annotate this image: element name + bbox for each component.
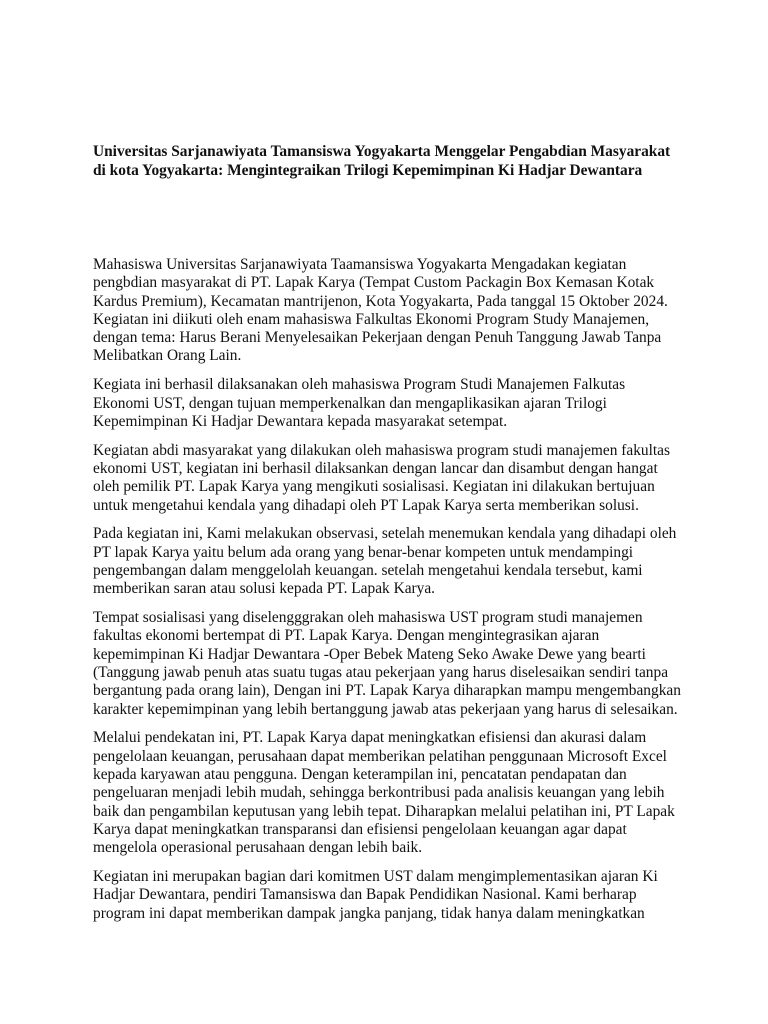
document-title: Universitas Sarjanawiyata Tamansiswa Yogyakarta Menggelar Pengabdian Masyarakat di kota Yogyakarta: Mengintegraikan Trilogi Kepemimpinan Ki Hadjar Dewantara [93,143,671,179]
document-body [93,256,683,923]
paragraph-6: Melalui pendekatan ini, PT. Lapak Karya dapat meningkatkan efisiensi dan akurasi dalam pengelolaan keuangan, perusahaan dapat memberikan pelatihan penggunaan Microsoft Excel kepada karyawan atau pengguna. Dengan keterampilan ini, pencatatan pendapatan dan pengeluaran menjadi lebih mudah, sehingga berkontribusi pada analisis keuangan yang lebih baik dan pengambilan keputusan yang lebih tepat. Diharapkan melalui pelatihan ini, PT Lapak Karya dapat meningkatkan transparansi dan efisiensi pengelolaan keuangan agar dapat mengelola operasional perusahaan dengan lebih baik. [93,729,675,857]
paragraph-3: Kegiatan abdi masyarakat yang dilakukan oleh mahasiswa program studi manajemen fakultas ekonomi UST, kegiatan ini berhasil dilaksankan dengan lancar dan disambut dengan hangat oleh pemilik PT. Lapak Karya yang mengikuti sosialisasi. Kegiatan ini dilakukan bertujuan untuk mengetahui kendala yang dihadapi oleh PT Lapak Karya serta memberikan solusi. [93,441,670,514]
paragraph-1: Mahasiswa Universitas Sarjanawiyata Taamansiswa Yogyakarta Mengadakan kegiatan pengbdian masyarakat di PT. Lapak Karya (Tempat Custom Packagin Box Kemasan Kotak Kardus Premium), Kecamatan mantrijenon, Kota Yogyakarta, Pada tanggal 15 Oktober 2024. Kegiatan ini diikuti oleh enam mahasiswa Falkultas Ekonomi Program Study Manajemen, dengan tema: Harus Berani Menyelesaikan Pekerjaan dengan Penuh Tanggung Jawab Tanpa Melibatkan Orang Lain. [93,256,668,365]
paragraph-4: Pada kegiatan ini, Kami melakukan observasi, setelah menemukan kendala yang dihadapi oleh PT lapak Karya yaitu belum ada orang yang benar-benar kompeten untuk mendampingi pengembangan dalam menggelolah keuangan. setelah mengetahui kendala tersebut, kami memberikan saran atau solusi kepada PT. Lapak Karya. [93,525,677,598]
paragraph-2: Kegiata ini berhasil dilaksanakan oleh mahasiswa Program Studi Manajemen Falkutas Ekonomi UST, dengan tujuan memperkenalkan dan mengaplikasikan ajaran Trilogi Kepemimpinan Ki Hadjar Dewantara kepada masyarakat setempat. [93,376,626,430]
paragraph-7: Kegiatan ini merupakan bagian dari komitmen UST dalam mengimplementasikan ajaran Ki Hadjar Dewantara, pendiri Tamansiswa dan Bapak Pendidikan Nasional. Kami berharap program ini dapat memberikan dampak jangka panjang, tidak hanya dalam meningkatkan [93,867,658,922]
paragraph-5: Tempat sosialisasi yang diselengggrakan oleh mahasiswa UST program studi manajemen fakultas ekonomi bertempat di PT. Lapak Karya. Dengan mengintegrasikan ajaran kepemimpinan Ki Hadjar Dewantara -Oper Bebek Mateng Seko Awake Dewe yang bearti (Tanggung jawab penuh atas suatu tugas atau pekerjaan yang harus diselesaikan sendiri tanpa bergantung pada orang lain), Dengan ini PT. Lapak Karya diharapkan mampu mengembangkan karakter kepemimpinan yang lebih bertanggung jawab atas pekerjaan yang harus di selesaikan. [93,609,681,718]
document-content [93,141,683,933]
